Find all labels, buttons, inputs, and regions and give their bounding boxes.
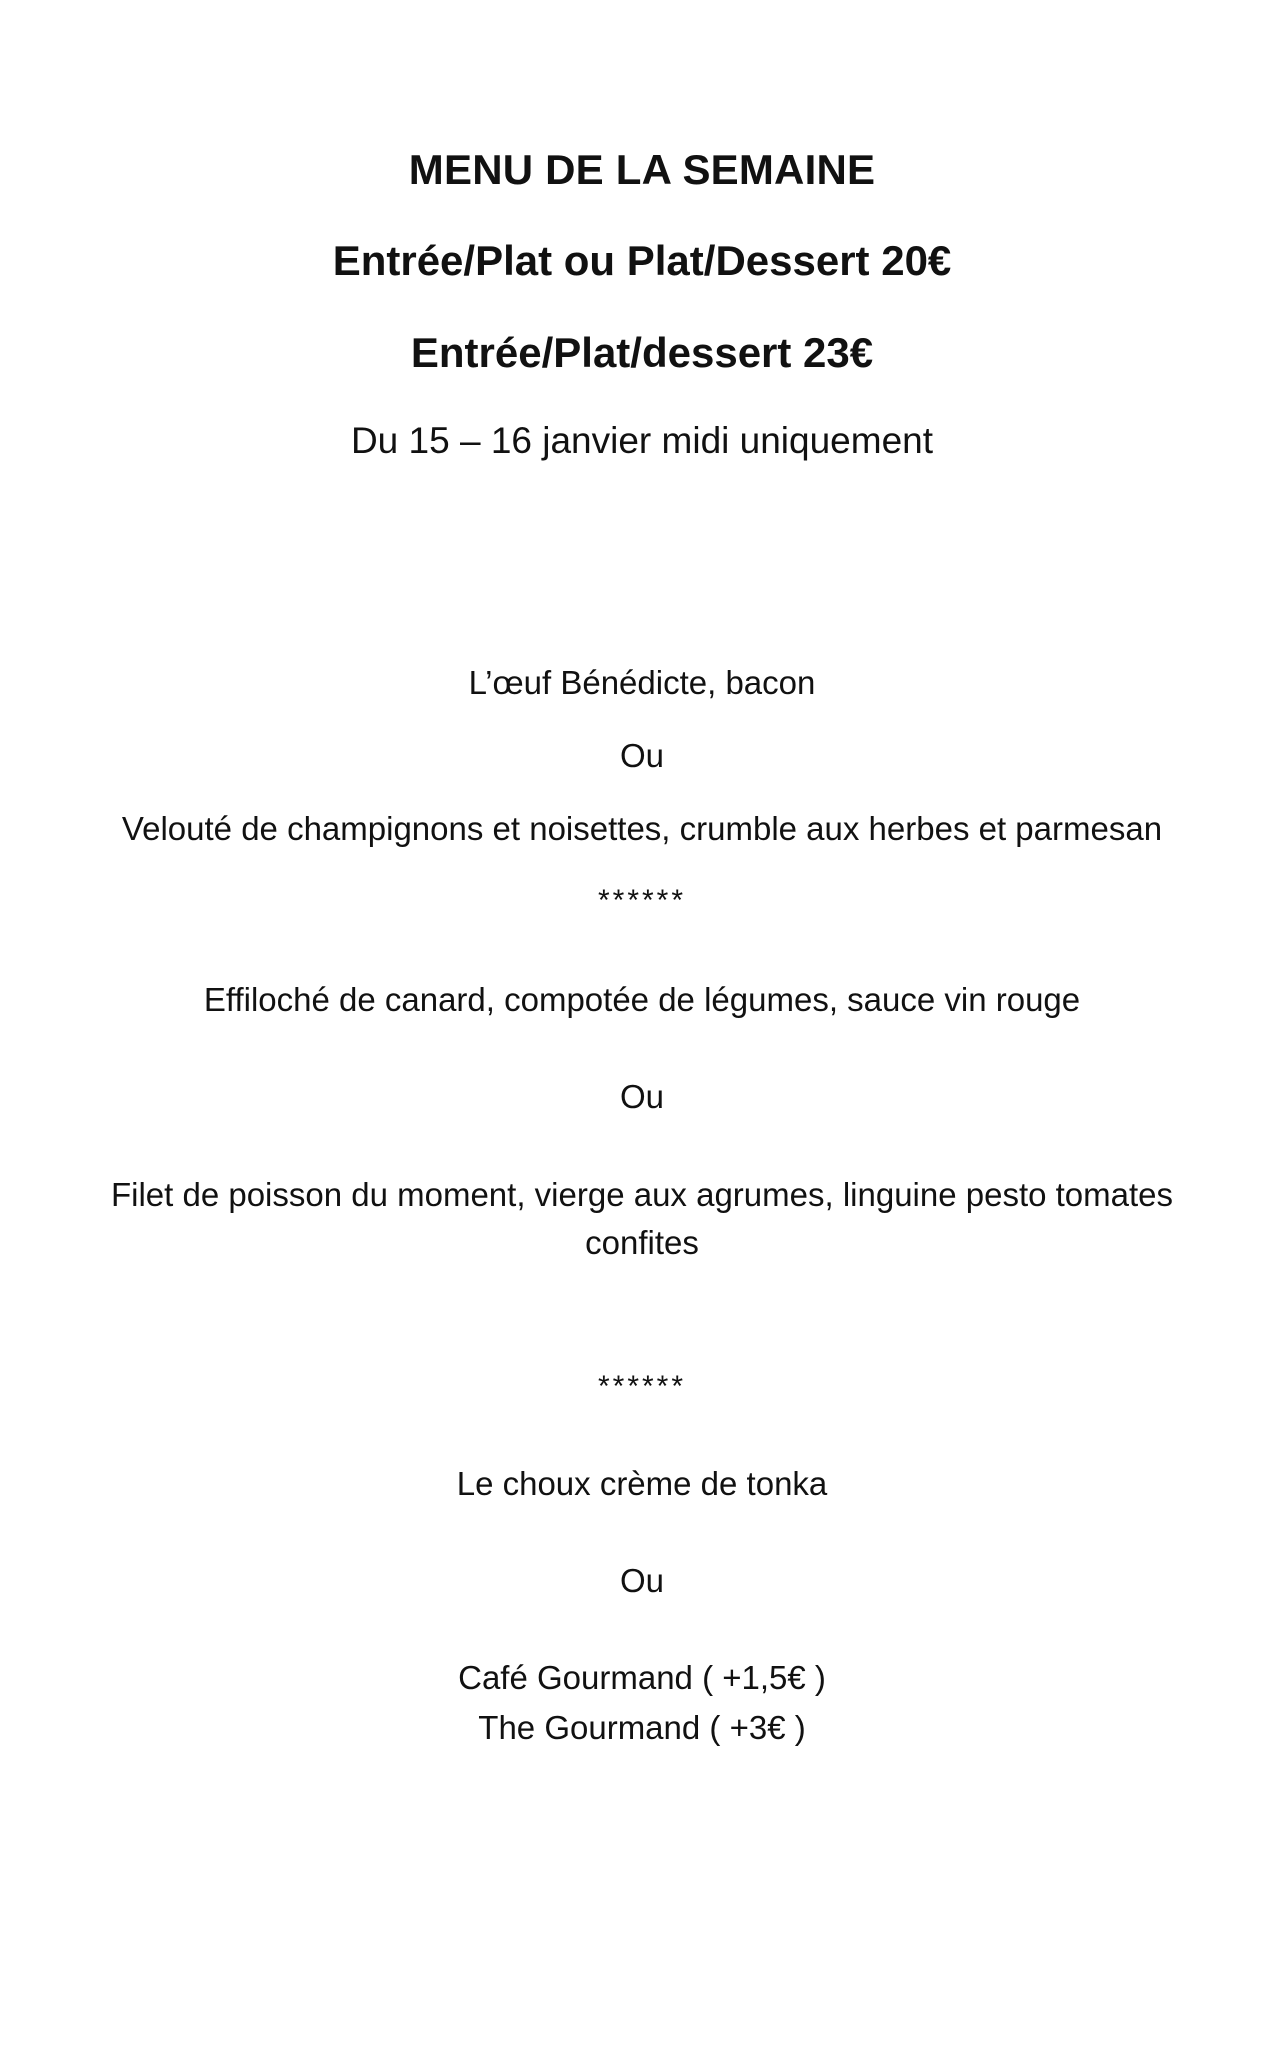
dessert-option-2: Café Gourmand ( +1,5€ ) [458, 1659, 826, 1696]
separator-starters-mains: ****** [597, 884, 687, 917]
starter-or: Ou [619, 737, 665, 774]
menu-title: MENU DE LA SEMAINE [408, 146, 876, 193]
main-option-2-line-2: confites [585, 1224, 699, 1261]
formula-three-courses: Entrée/Plat/dessert 23€ [410, 329, 874, 376]
starter-option-2: Velouté de champignons et noisettes, crumble aux herbes et parmesan [121, 810, 1163, 847]
starter-option-1: L’œuf Bénédicte, bacon [468, 664, 816, 701]
main-or: Ou [619, 1078, 665, 1115]
dessert-option-3: The Gourmand ( +3€ ) [478, 1709, 806, 1746]
dessert-option-1: Le choux crème de tonka [456, 1465, 828, 1502]
separator-mains-desserts: ****** [597, 1370, 687, 1403]
menu-dates: Du 15 – 16 janvier midi uniquement [350, 420, 934, 461]
main-option-2-line-1: Filet de poisson du moment, vierge aux agrumes, linguine pesto tomates [110, 1176, 1174, 1213]
main-option-1: Effiloché de canard, compotée de légumes, sauce vin rouge [203, 981, 1081, 1018]
dessert-or: Ou [619, 1562, 665, 1599]
formula-two-courses: Entrée/Plat ou Plat/Dessert 20€ [332, 237, 952, 284]
